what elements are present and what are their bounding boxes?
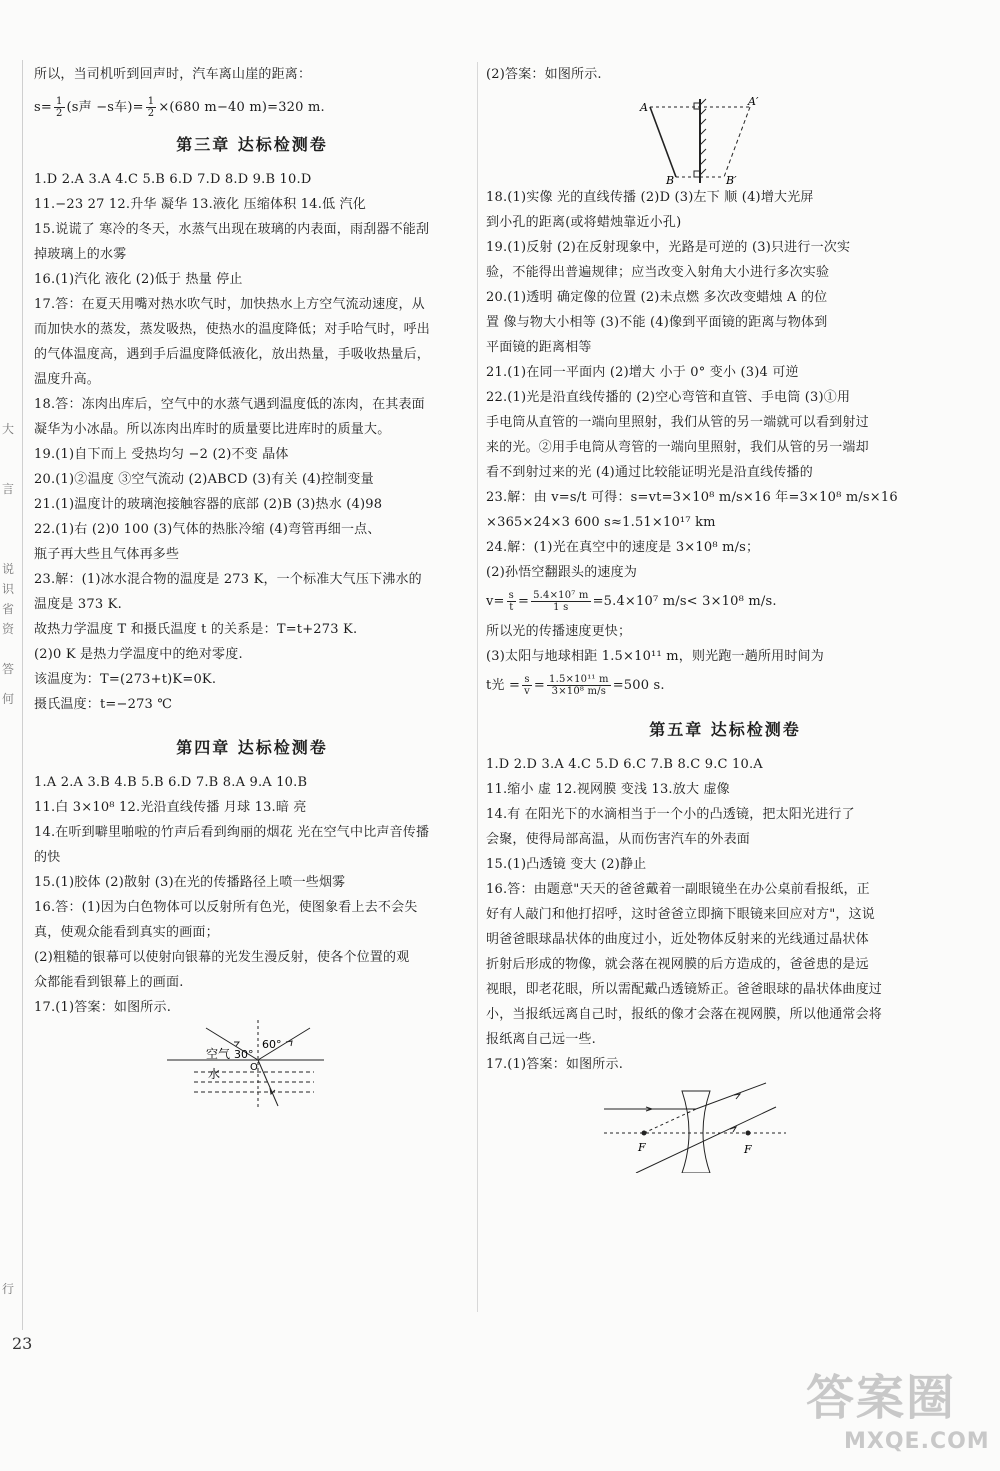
- q24-line4: (3)太阳与地球相距 1.5×10¹¹ m，则光跑一趟所用时间为: [486, 649, 824, 664]
- answer-line: 温度升高。: [34, 372, 101, 387]
- answer-line: 11.白 3×10⁸ 12.光沿直线传播 月球 13.暗 亮: [34, 800, 307, 815]
- concave-lens: [682, 1091, 710, 1173]
- margin-char: 言: [2, 482, 15, 496]
- fraction-numerator: 1.5×10¹¹ m: [549, 674, 609, 685]
- page-number: 23: [12, 1334, 33, 1353]
- watermark-text: 答案圈: [806, 1370, 957, 1426]
- answer-line: 19.(1)反射 (2)在反射现象中，光路是可逆的 (3)只进行一次实: [486, 240, 851, 255]
- answer-line: 该温度为：T=(273+t)K=0K.: [34, 672, 217, 687]
- focal-point-right: [746, 1131, 751, 1136]
- label-b: B: [666, 174, 675, 185]
- chapter3-title: 第三章 达标检测卷: [176, 135, 328, 154]
- answer-line: 14.有 在阳光下的水滴相当于一个小的凸透镜，把太阳光进行了: [486, 807, 855, 822]
- fraction-numerator: 1: [55, 96, 63, 107]
- margin-char: 识: [2, 582, 15, 596]
- answer-line: 报纸离自己远一些.: [486, 1032, 596, 1047]
- answer-line: 真，使观众能看到真实的画面；: [34, 925, 219, 940]
- fraction-denominator: v: [524, 686, 530, 697]
- label-a-prime: A′: [748, 95, 759, 108]
- formula-part: =5.4×10⁷ m/s< 3×10⁸ m/s.: [592, 594, 777, 609]
- fraction-denominator: t: [509, 602, 514, 613]
- fraction-denominator: 3×10⁸ m/s: [551, 686, 607, 697]
- answer-line: 置 像与物大小相等 (3)不能 (4)像到平面镜的距离与物体到: [486, 315, 828, 330]
- intro-line: 所以，当司机听到回声时，汽车离山崖的距离：: [34, 67, 312, 82]
- answer-line: 视眼，即老花眼，所以需配戴凸透镜矫正。爸爸眼球的晶状体曲度过: [486, 982, 883, 997]
- answer-line: 20.(1)透明 确定像的位置 (2)未点燃 多次改变蜡烛 A 的位: [486, 290, 828, 305]
- q24-line2: (2)孙悟空翻跟头的速度为: [486, 565, 638, 580]
- concave-lens-diagram: [486, 1077, 964, 1173]
- object-ab: [650, 107, 676, 177]
- distance-formula: [34, 95, 470, 120]
- margin-char: 答: [2, 662, 15, 676]
- column-divider: [477, 62, 478, 1312]
- formula-part: (s声 −s车)=: [66, 100, 144, 115]
- chapter4-title: 第四章 达标检测卷: [176, 738, 328, 757]
- formula-part: ×(680 m−40 m)=320 m.: [158, 100, 325, 115]
- plane-mirror-diagram: [486, 87, 964, 185]
- image-ab: [724, 107, 750, 177]
- answer-line: 到小孔的距离(或将蜡烛靠近小孔): [486, 215, 682, 230]
- answer-line: 1.A 2.A 3.B 4.B 5.B 6.D 7.B 8.A 9.A 10.B: [34, 775, 308, 790]
- fraction: [522, 674, 532, 697]
- margin-char: 省: [2, 602, 15, 616]
- air-label: 空气: [206, 1047, 231, 1061]
- angle-60-label: 60°: [262, 1038, 282, 1051]
- answer-line: 16.(1)汽化 液化 (2)低于 热量 停止: [34, 272, 243, 287]
- binding-margin-line: [22, 60, 23, 1330]
- answer-line: 折射后形成的物像，就会落在视网膜的后方造成的，爸爸患的是远: [486, 957, 869, 972]
- right-column: [486, 62, 964, 1173]
- chapter4-answers: [34, 770, 470, 1020]
- refracted-ray: [258, 1060, 278, 1106]
- refracted-ray-1: [696, 1083, 766, 1109]
- answer-line: 18.(1)实像 光的直线传播 (2)D (3)左下 顺 (4)增大光屏: [486, 190, 814, 205]
- answer-line: 15.(1)胶体 (2)散射 (3)在光的传播路径上喷一些烟雾: [34, 875, 346, 890]
- answer-line: 11.−23 27 12.升华 凝华 13.液化 压缩体积 14.低 汽化: [34, 197, 367, 212]
- fraction-numerator: s: [508, 590, 514, 601]
- answer-line: 会聚，使得局部高温，从而伤害汽车的外表面: [486, 832, 751, 847]
- answer-line: 18.答：冻肉出库后，空气中的水蒸气遇到温度低的冻肉，在其表面: [34, 397, 425, 412]
- arrow-head: [734, 1094, 740, 1099]
- answer-line: 掉玻璃上的水雾: [34, 247, 127, 262]
- formula-part: t光 =: [486, 678, 521, 693]
- answer-line: 15.(1)凸透镜 变大 (2)静止: [486, 857, 647, 872]
- fraction-denominator: 1 s: [553, 602, 569, 613]
- answers-18-22: [486, 185, 964, 485]
- formula-part: s=: [34, 100, 52, 115]
- q23-line2: ×365×24×3 600 s≈1.51×10¹⁷ km: [486, 515, 716, 530]
- answer-line: 看不到射过来的光 (4)通过比较能证明光是沿直线传播的: [486, 465, 813, 480]
- answer-line: 手电筒从直管的一端向里照射，我们从管的另一端就可以看到射过: [486, 415, 869, 430]
- angle-30-label: 30°: [234, 1048, 254, 1061]
- answer-line: 明爸爸眼球晶状体的曲度过小，近处物体反射来的光线通过晶状体: [486, 932, 869, 947]
- answer-line: 23.解：(1)冰水混合物的温度是 273 K，一个标准大气压下沸水的: [34, 572, 422, 587]
- fraction-denominator: 2: [55, 108, 63, 119]
- answer-line: 11.缩小 虚 12.视网膜 变浅 13.放大 虚像: [486, 782, 730, 797]
- left-column: [34, 62, 470, 1120]
- answer-line: 温度是 373 K.: [34, 597, 122, 612]
- answer-line: 小，当报纸远离自己时，报纸的像才会落在视网膜，所以他通常会将: [486, 1007, 883, 1022]
- fraction: [146, 96, 157, 119]
- answer-line: 21.(1)温度计的玻璃泡接触容器的底部 (2)B (3)热水 (4)98: [34, 497, 383, 512]
- focal-label-left: F: [638, 1141, 646, 1154]
- answer-line: 17.答：在夏天用嘴对热水吹气时，加快热水上方空气流动速度，从: [34, 297, 425, 312]
- answer-line: 验，不能得出普遍规律；应当改变入射角大小进行多次实验: [486, 265, 830, 280]
- fraction-denominator: 2: [147, 108, 155, 119]
- mirror-answer-line: (2)答案：如图所示.: [486, 67, 602, 82]
- margin-char: 行: [2, 1282, 15, 1296]
- answer-line: 来的光。②用手电筒从弯管的一端向里照射，我们从管的另一端却: [486, 440, 869, 455]
- answer-line: 17.(1)答案：如图所示.: [486, 1057, 624, 1072]
- answer-line: 16.答：由题意"天天的爸爸戴着一副眼镜坐在办公桌前看报纸，正: [486, 882, 870, 897]
- margin-char: 资: [2, 622, 15, 636]
- margin-char: 何: [2, 692, 15, 706]
- answer-line: 17.(1)答案：如图所示.: [34, 1000, 172, 1015]
- answer-line: (2)粗糙的银幕可以使射向银幕的光发生漫反射，使各个位置的观: [34, 950, 410, 965]
- fraction-numerator: 5.4×10⁷ m: [533, 590, 589, 601]
- answer-line: 的气体温度高，遇到手后温度降低液化，放出热量，手吸收热量后，: [34, 347, 431, 362]
- answer-line: 瓶子再大些且气体再多些: [34, 547, 180, 562]
- answer-line: 的快: [34, 850, 61, 865]
- chapter3-answers: [34, 167, 470, 717]
- answer-line: 而加快水的蒸发，蒸发吸热，使热水的温度降低；对手哈气时，呼出: [34, 322, 431, 337]
- q24-line3: 所以光的传播速度更快；: [486, 624, 632, 639]
- answer-line: 1.D 2.A 3.A 4.C 5.B 6.D 7.D 8.D 9.B 10.D: [34, 172, 312, 187]
- answer-line: 众都能看到银幕上的画面.: [34, 975, 184, 990]
- watermark-logo: [790, 1355, 990, 1465]
- fraction: [54, 96, 65, 119]
- chapter5-title: 第五章 达标检测卷: [649, 720, 801, 739]
- formula-part: =: [533, 678, 546, 693]
- answer-line: 15.说谎了 寒冷的冬天，水蒸气出现在玻璃的内表面，雨刮器不能刮: [34, 222, 430, 237]
- q24-formula: [486, 585, 964, 619]
- margin-char: 说: [2, 562, 15, 576]
- answer-line: 14.在听到噼里啪啦的竹声后看到绚丽的烟花 光在空气中比声音传播: [34, 825, 430, 840]
- q24-formula2: [486, 669, 964, 703]
- fraction: [507, 590, 516, 613]
- answer-line: 平面镜的距离相等: [486, 340, 592, 355]
- answer-line: 摄氏温度：t=−273 ℃: [34, 697, 173, 712]
- label-a: A: [640, 101, 648, 114]
- formula-part: =500 s.: [612, 678, 665, 693]
- fraction-numerator: s: [522, 674, 532, 686]
- q24-line1: 24.解：(1)光在真空中的速度是 3×10⁸ m/s；: [486, 540, 760, 555]
- fraction-numerator: 1: [147, 96, 155, 107]
- arrow-head: [286, 1041, 292, 1046]
- margin-char: 大: [2, 422, 15, 436]
- answer-line: 16.答：(1)因为白色物体可以反射所有色光，使图象看上去不会失: [34, 900, 418, 915]
- answer-line: 1.D 2.D 3.A 4.C 5.D 6.C 7.B 8.C 9.C 10.A: [486, 757, 763, 772]
- focal-label-right: F: [744, 1143, 752, 1156]
- answer-line: 好有人敲门和他打招呼，这时爸爸立即摘下眼镜来回应对方"，这说: [486, 907, 875, 922]
- answer-line: 19.(1)自下而上 受热均匀 −2 (2)不变 晶体: [34, 447, 289, 462]
- answer-line: 21.(1)在同一平面内 (2)增大 小于 0° 变小 (3)4 可逆: [486, 365, 799, 380]
- q23-line1: 23.解：由 v=s/t 可得：s=vt=3×10⁸ m/s×16 年=3×10⁸ m/s×16: [486, 490, 898, 505]
- point-o-label: O: [250, 1062, 258, 1073]
- answer-line: 凝华为小冰晶。所以冻肉出库时的质量要比进库时的质量大。: [34, 422, 391, 437]
- chapter5-answers: [486, 752, 964, 1077]
- formula-part: =: [517, 594, 530, 609]
- formula-part: v=: [486, 594, 505, 609]
- fraction: [547, 674, 611, 697]
- answer-line: 22.(1)右 (2)0 100 (3)气体的热胀冷缩 (4)弯管再细一点、: [34, 522, 381, 537]
- answer-line: 故热力学温度 T 和摄氏温度 t 的关系是：T=t+273 K.: [34, 622, 358, 637]
- answer-line: (2)0 K 是热力学温度中的绝对零度.: [34, 647, 243, 662]
- ray-2: [636, 1107, 776, 1173]
- focal-point-left: [642, 1131, 647, 1136]
- refraction-diagram: [34, 1020, 470, 1120]
- answer-line: 22.(1)光是沿直线传播的 (2)空心弯管和直管、手电筒 (3)①用: [486, 390, 851, 405]
- answer-line: 20.(1)②温度 ③空气流动 (2)ABCD (3)有关 (4)控制变量: [34, 472, 374, 487]
- water-label: 水: [208, 1067, 221, 1081]
- watermark-url: MXQE.COM: [844, 1429, 990, 1454]
- fraction: [531, 590, 590, 613]
- label-b-prime: B′: [726, 174, 737, 185]
